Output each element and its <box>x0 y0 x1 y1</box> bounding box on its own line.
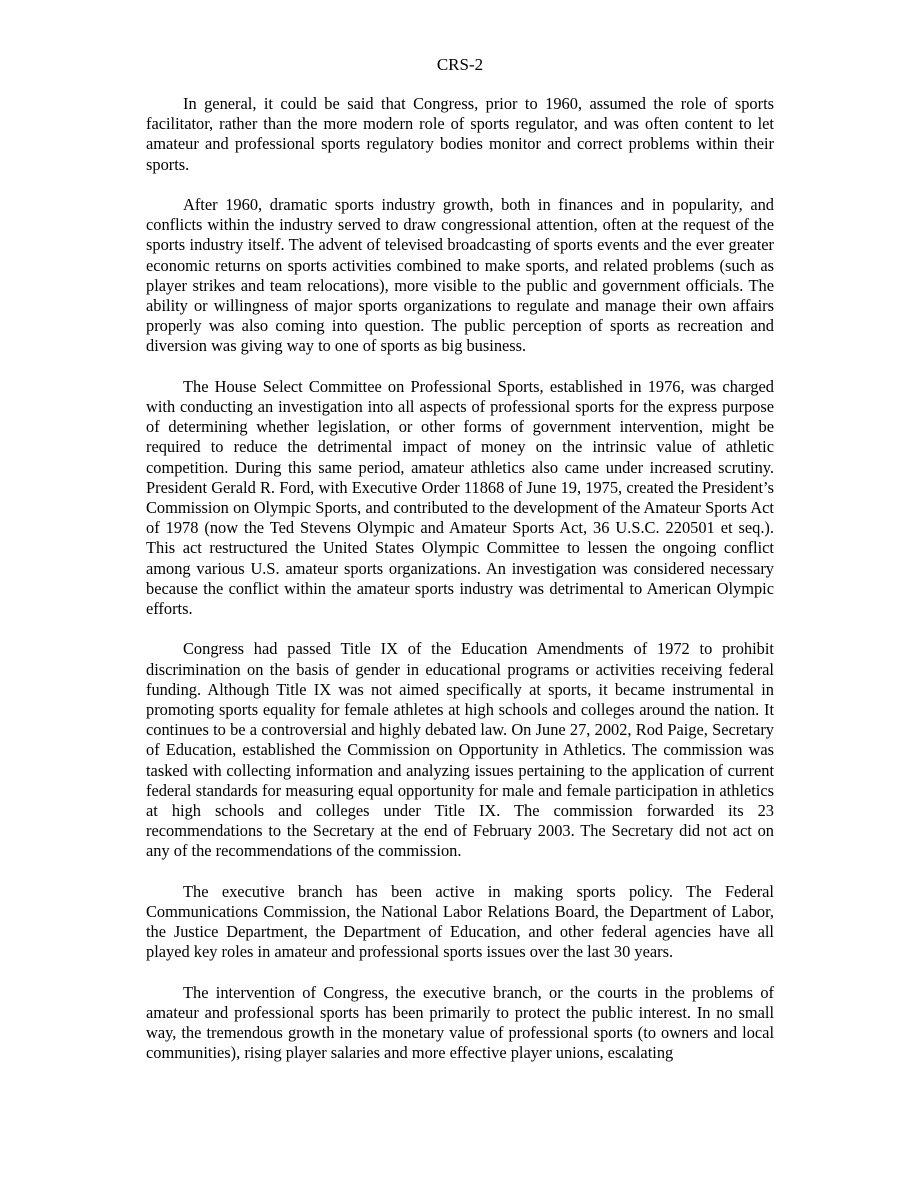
page-header: CRS-2 <box>436 55 484 74</box>
paragraph-6: The intervention of Congress, the executive branch, or the courts in the problems of amateur and professional sports has been primarily to protect the public interest. In no small way, the tremendous growth in the monetary value of professional sports (to owners and local communities), rising player salaries and more effective player unions, escalating <box>146 982 774 1063</box>
document-body <box>146 94 774 1064</box>
paragraph-4: Congress had passed Title IX of the Education Amendments of 1972 to prohibit discrimination on the basis of gender in educational programs or activities receiving federal funding. Although Title IX was not aimed specifically at sports, it became instrumental in promoting sports equality for female athletes at high schools and colleges around the nation. It continues to be a controversial and highly debated law. On June 27, 2002, Rod Paige, Secretary of Education, established the Commission on Opportunity in Athletics. The commission was tasked with collecting information and analyzing issues pertaining to the application of current federal standards for measuring equal opportunity for male and female participation in athletics at high schools and colleges under Title IX. The commission forwarded its 23 recommendations to the Secretary at the end of February 2003. The Secretary did not act on any of the recommendations of the commission. <box>146 639 774 861</box>
paragraph-5: The executive branch has been active in making sports policy. The Federal Communications Commission, the National Labor Relations Board, the Department of Labor, the Justice Department, the Department of Education, and other federal agencies have all played key roles in amateur and professional sports issues over the last 30 years. <box>146 881 774 962</box>
paragraph-2: After 1960, dramatic sports industry growth, both in finances and in popularity, and conflicts within the industry served to draw congressional attention, often at the request of the sports industry itself. The advent of televised broadcasting of sports events and the ever greater economic returns on sports activities combined to make sports, and related problems (such as player strikes and team relocations), more visible to the public and government officials. The ability or willingness of major sports organizations to regulate and manage their own affairs properly was also coming into question. The public perception of sports as recreation and diversion was giving way to one of sports as big business. <box>146 195 774 356</box>
paragraph-3: The House Select Committee on Professional Sports, established in 1976, was charged with conducting an investigation into all aspects of professional sports for the express purpose of determining whether legislation, or other forms of government intervention, might be required to reduce the detrimental impact of money on the intrinsic value of athletic competition. During this same period, amateur athletics also came under increased scrutiny. President Gerald R. Ford, with Executive Order 11868 of June 19, 1975, created the President’s Commission on Olympic Sports, and contributed to the development of the Amateur Sports Act of 1978 (now the Ted Stevens Olympic and Amateur Sports Act, 36 U.S.C. 220501 et seq.). This act restructured the United States Olympic Committee to lessen the ongoing conflict among various U.S. amateur sports organizations. An investigation was considered necessary because the conflict within the amateur sports industry was detrimental to American Olympic efforts. <box>146 376 774 619</box>
paragraph-1: In general, it could be said that Congress, prior to 1960, assumed the role of sports facilitator, rather than the more modern role of sports regulator, and was often content to let amateur and professional sports regulatory bodies monitor and correct problems within their sports. <box>146 94 774 174</box>
